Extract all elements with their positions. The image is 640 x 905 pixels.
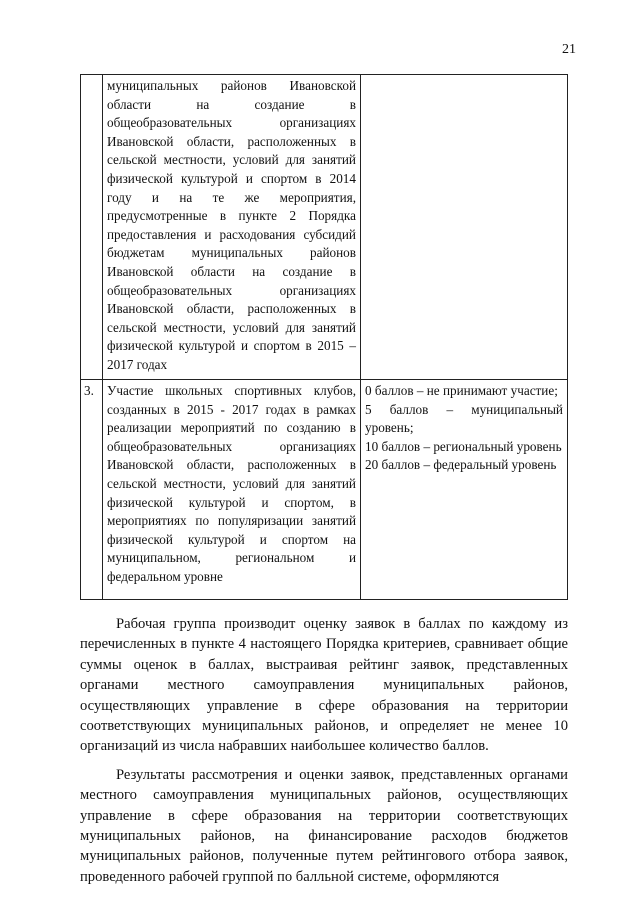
- paragraph: Результаты рассмотрения и оценки заявок, представленных органами местного самоуправления муниципальных районов, осуществляющих управление в сфере образования на территории соответствующих муниципальных районов, на финансирование расходов бюджетов муниципальных районов, полученные путем рейтингового отбора заявок, проведенного рабочей группой по балльной системе, оформляются: [80, 766, 568, 885]
- score-line: 20 баллов – федеральный уровень: [365, 457, 557, 473]
- row-number-cell: [81, 75, 103, 380]
- row-number-cell: 3.: [81, 380, 103, 600]
- page-number: 21: [562, 42, 576, 57]
- criterion-cell: муниципальных районов Ивановской области на создание в общеобразовательных организациях Ивановской области, расположенных в сельской местности, условий для занятий физической культурой и спортом в 2014 году и на те же мероприятия, предусмотренные в пункте 2 Порядка предоставления и расходования субсидий бюджетам муниципальных районов Ивановской области на создание в общеобразовательных организациях Ивановской области, расположенных в сельской местности, условий для занятий физической культурой и спортом в 2015 – 2017 годах: [103, 75, 361, 380]
- score-line: 5 баллов – муниципальный уровень;: [365, 401, 563, 436]
- score-line: 0 баллов – не принимают участие;: [365, 383, 558, 398]
- table-row: [81, 380, 568, 600]
- score-cell: [361, 75, 568, 380]
- table-row: [81, 75, 568, 380]
- criterion-cell: Участие школьных спортивных клубов, созданных в 2015 - 2017 годах в рамках реализации мероприятий по созданию в общеобразовательных организациях Ивановской области, расположенных в сельской местности, условий для занятий физической культурой и спортом, в мероприятиях по популяризации занятий физической культурой и спортом на муниципальном, региональном и федеральном уровне: [103, 380, 361, 600]
- body-text: [80, 614, 568, 887]
- paragraph: Рабочая группа производит оценку заявок в баллах по каждому из перечисленных в пункте 4 настоящего Порядка критериев, сравнивает общие суммы оценок в баллах, выстраивая рейтинг заявок, представленных органами местного самоуправления муниципальных районов, осуществляющих управление в сфере образования на территории соответствующих муниципальных районов, и определяет не менее 10 организаций из числа набравших наибольшее количество баллов.: [80, 616, 568, 755]
- criteria-table: [80, 74, 568, 600]
- score-cell: [361, 380, 568, 600]
- score-line: 10 баллов – региональный уровень: [365, 438, 562, 454]
